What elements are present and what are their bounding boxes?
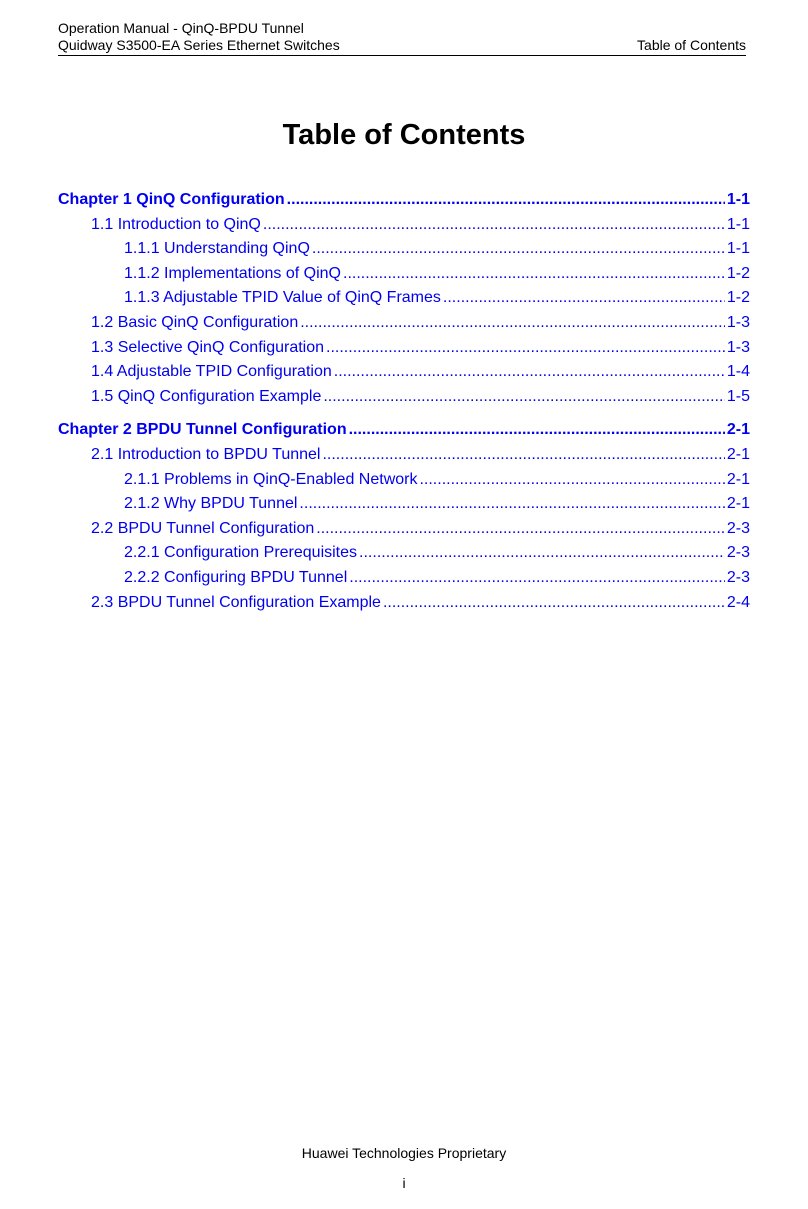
header-manual-title: Operation Manual - QinQ-BPDU Tunnel bbox=[58, 20, 304, 36]
toc-entry-title: 1.1 Introduction to QinQ bbox=[91, 215, 261, 233]
toc-leader-dots bbox=[326, 336, 725, 361]
toc-leader-dots bbox=[323, 385, 725, 410]
toc-leader-dots bbox=[263, 213, 725, 238]
toc-leader-dots bbox=[359, 541, 725, 566]
toc-section-link[interactable] bbox=[58, 443, 750, 468]
toc-section-link[interactable] bbox=[58, 311, 750, 336]
toc-chapter-link[interactable] bbox=[58, 418, 750, 443]
toc-leader-dots bbox=[349, 566, 725, 591]
toc-page-number: 1-1 bbox=[726, 240, 750, 258]
toc-section-link[interactable] bbox=[58, 336, 750, 361]
page-header bbox=[58, 20, 746, 56]
toc-page-number: 1-2 bbox=[726, 289, 750, 307]
toc-leader-dots bbox=[349, 418, 725, 443]
toc-page-number: 1-2 bbox=[726, 264, 750, 282]
toc-entry-title: 1.1.2 Implementations of QinQ bbox=[124, 264, 341, 282]
toc-leader-dots bbox=[443, 286, 725, 311]
toc-entry-title: Chapter 1 QinQ Configuration bbox=[58, 191, 285, 208]
toc-section-link[interactable] bbox=[58, 566, 750, 591]
toc-section-link[interactable] bbox=[58, 541, 750, 566]
toc-leader-dots bbox=[383, 591, 725, 616]
toc-entry-title: 2.2.2 Configuring BPDU Tunnel bbox=[124, 568, 348, 586]
toc-section-link[interactable] bbox=[58, 286, 750, 311]
toc-leader-dots bbox=[299, 492, 724, 517]
toc-section-link[interactable] bbox=[58, 591, 750, 616]
toc-section-link[interactable] bbox=[58, 360, 750, 385]
toc-leader-dots bbox=[287, 188, 725, 213]
toc-leader-dots bbox=[419, 468, 724, 493]
toc-entry-title: 2.2 BPDU Tunnel Configuration bbox=[91, 519, 315, 537]
footer-proprietary: Huawei Technologies Proprietary bbox=[301, 1145, 507, 1161]
header-product-name: Quidway S3500-EA Series Ethernet Switches bbox=[58, 37, 340, 53]
toc-page-number: 1-3 bbox=[726, 338, 750, 356]
toc-entry-title: 1.1.3 Adjustable TPID Value of QinQ Frames bbox=[124, 289, 441, 307]
toc-leader-dots bbox=[343, 262, 725, 287]
table-of-contents bbox=[58, 188, 750, 615]
page-title: Table of Contents bbox=[282, 119, 526, 151]
toc-leader-dots bbox=[322, 443, 724, 468]
toc-leader-dots bbox=[300, 311, 725, 336]
toc-section-link[interactable] bbox=[58, 237, 750, 262]
toc-page-number: 1-4 bbox=[726, 363, 750, 381]
toc-leader-dots bbox=[334, 360, 725, 385]
toc-page-number: 2-4 bbox=[726, 593, 750, 611]
toc-entry-title: 2.1.2 Why BPDU Tunnel bbox=[124, 495, 298, 513]
toc-page-number: 2-1 bbox=[726, 445, 750, 463]
toc-page-number: 2-1 bbox=[726, 470, 750, 488]
toc-entry-title: 1.4 Adjustable TPID Configuration bbox=[91, 363, 332, 381]
toc-section-link[interactable] bbox=[58, 492, 750, 517]
toc-chapter-link[interactable] bbox=[58, 188, 750, 213]
toc-page-number: 1-5 bbox=[726, 387, 750, 405]
toc-section-link[interactable] bbox=[58, 468, 750, 493]
toc-entry-title: 2.1.1 Problems in QinQ-Enabled Network bbox=[124, 470, 418, 488]
toc-entry-title: 1.2 Basic QinQ Configuration bbox=[91, 313, 299, 331]
toc-entry-title: Chapter 2 BPDU Tunnel Configuration bbox=[58, 421, 347, 439]
toc-entry-title: 2.3 BPDU Tunnel Configuration Example bbox=[91, 593, 381, 611]
toc-entry-title: 1.1.1 Understanding QinQ bbox=[124, 240, 310, 258]
toc-entry-title: 1.5 QinQ Configuration Example bbox=[91, 387, 322, 405]
toc-page-number: 2-3 bbox=[726, 519, 750, 537]
toc-entry-title: 1.3 Selective QinQ Configuration bbox=[91, 338, 325, 356]
toc-page-number: 1-1 bbox=[726, 215, 750, 233]
toc-leader-dots bbox=[316, 517, 725, 542]
toc-entry-title: 2.2.1 Configuration Prerequisites bbox=[124, 544, 358, 562]
toc-section-link[interactable] bbox=[58, 385, 750, 410]
page-number: i bbox=[402, 1175, 406, 1191]
toc-leader-dots bbox=[312, 237, 725, 262]
toc-page-number: 1-3 bbox=[726, 313, 750, 331]
toc-section-link[interactable] bbox=[58, 262, 750, 287]
header-section-name: Table of Contents bbox=[637, 37, 746, 53]
toc-entry-title: 2.1 Introduction to BPDU Tunnel bbox=[91, 445, 321, 463]
toc-page-number: 2-3 bbox=[726, 544, 750, 562]
toc-page-number: 2-3 bbox=[726, 568, 750, 586]
toc-section-link[interactable] bbox=[58, 517, 750, 542]
toc-page-number: 2-1 bbox=[726, 495, 750, 513]
toc-page-number: 2-1 bbox=[726, 421, 750, 439]
toc-section-link[interactable] bbox=[58, 213, 750, 238]
toc-page-number: 1-1 bbox=[726, 191, 750, 208]
